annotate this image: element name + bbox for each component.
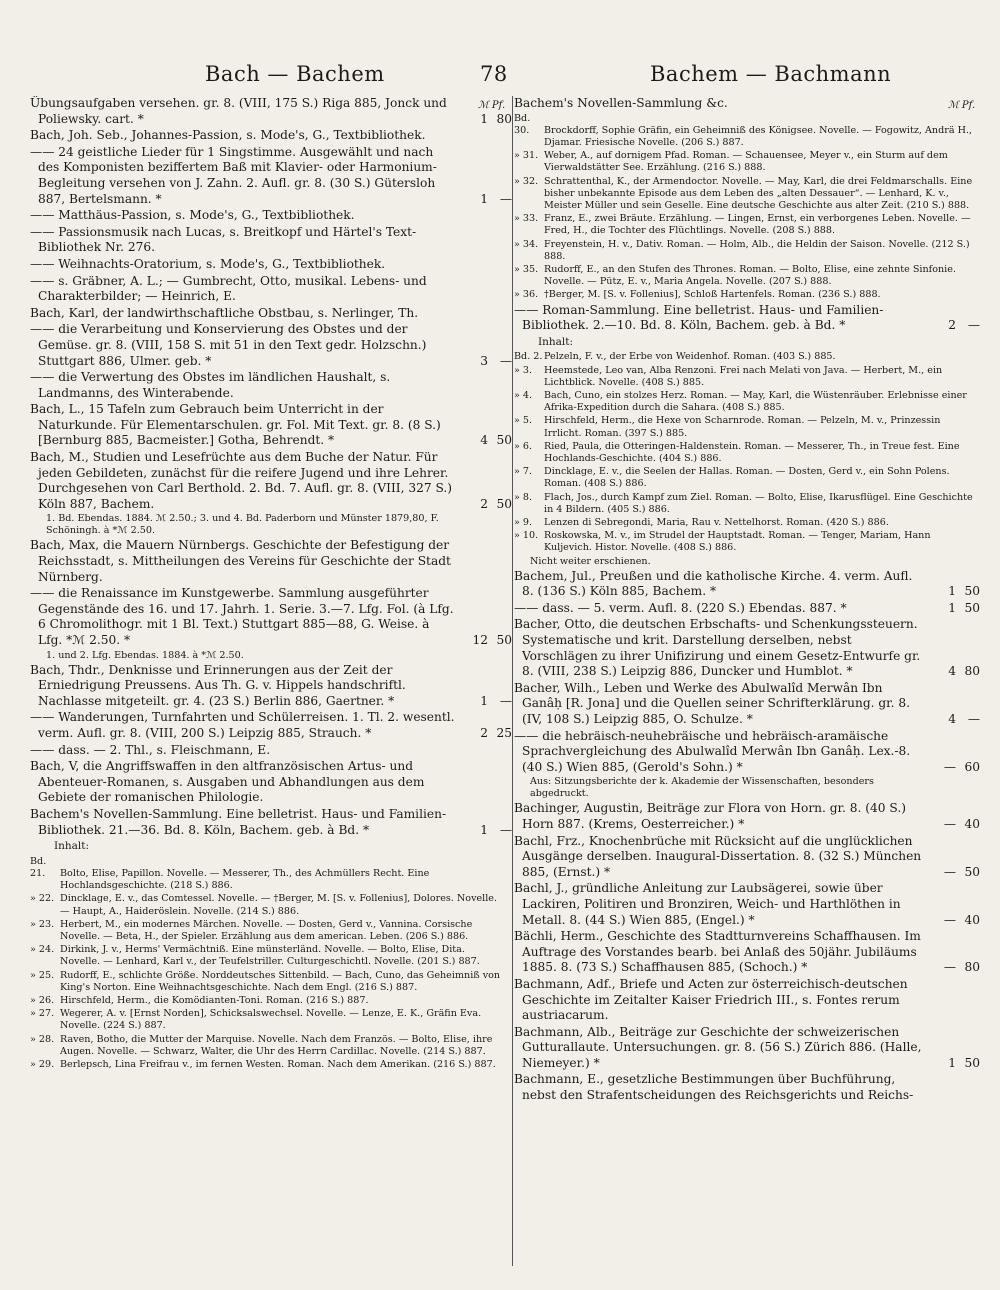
entry-price — [930, 712, 980, 728]
volume-label: Bd. 21. — [30, 855, 47, 879]
entry-text: Herbert, M., ein modernes Märchen. Novelle. — Dosten, Gerd v., Vannina. Corsische Novelle. — Beta, H., der Spieler. Erzählung aus dem american. Leben. (206 S.) 886. — [60, 918, 473, 942]
catalog-entry — [514, 681, 980, 728]
price-mark: 2 — [948, 318, 956, 333]
entry-text: —— dass. — 2. Thl., s. Fleischmann, E. — [30, 742, 271, 757]
sub-entry — [514, 492, 980, 516]
entry-text: Übungsaufgaben versehen. gr. 8. (VIII, 175 S.) Riga 885, Jonck und Poliewsky. cart. * — [30, 96, 447, 126]
catalog-entry — [30, 538, 512, 585]
catalog-entry — [30, 759, 512, 806]
entry-text: Bachem, Jul., Preußen und die katholische Kirche. 4. verm. Aufl. 8. (136 S.) Köln 885, Bachem. * — [514, 568, 913, 599]
catalog-entry — [30, 743, 512, 759]
catalog-entry — [30, 807, 512, 838]
price-pfennig: 50 — [496, 633, 512, 647]
catalog-entry — [30, 306, 512, 322]
catalog-entry — [30, 839, 512, 855]
entry-price — [462, 433, 512, 449]
price-pfennig: — — [499, 353, 512, 368]
entry-text: Inhalt: — [538, 335, 574, 348]
entry-text: Bach, Karl, der landwirthschaftliche Obstbau, s. Nerlinger, Th. — [30, 305, 419, 320]
catalog-entry — [30, 274, 512, 305]
entry-text: Bachem's Novellen-Sammlung. Eine belletrist. Haus- und Familien-Bibliothek. 21.—36. Bd. 8. Köln, Bachem. geb. à Bd. * — [30, 806, 447, 837]
entry-text: Bach, Cuno, ein stolzes Herz. Roman. — May, Karl, die Wüstenräuber. Erlebnisse einer Afrika-Expedition durch die Sahara. (408 S.) 885. — [544, 390, 967, 414]
entry-text: Dincklage, E. v., die Seelen der Hallas. Roman. — Dosten, Gerd v., ein Sohn Polens. Roman. (408 S.) 886. — [544, 466, 950, 490]
price-pfennig: 80 — [964, 960, 980, 975]
price-pfennig: 50 — [496, 433, 512, 448]
entry-text: —— Roman-Sammlung. Eine belletrist. Haus- und Familien-Bibliothek. 2.—10. Bd. 8. Köln, Bachem. geb. à Bd. * — [514, 302, 884, 333]
right-column — [514, 96, 980, 1266]
price-pfennig: 40 — [964, 816, 980, 831]
volume-label: » 26. — [30, 994, 55, 1006]
volume-label: » 33. — [514, 213, 539, 225]
volume-label: » 27. — [30, 1008, 55, 1020]
entry-text: †Berger, M. [S. v. Follenius], Schloß Hartenfels. Roman. (236 S.) 888. — [544, 289, 881, 301]
price-mark: 12 — [472, 633, 488, 647]
entry-price — [930, 960, 980, 976]
entry-price — [930, 664, 980, 680]
catalog-entry — [30, 402, 512, 449]
entry-text: —— die Verwertung des Obstes im ländlichen Haushalt, s. Landmanns, des Winterabende. — [30, 370, 391, 400]
running-head-right: Bachem — Bachmann — [650, 62, 892, 86]
sub-entry — [514, 264, 980, 288]
entry-text: Lenzen di Sebregondi, Maria, Rau v. Nettelhorst. Roman. (420 S.) 886. — [544, 517, 889, 529]
price-pfennig: 25 — [496, 725, 512, 740]
catalog-entry — [30, 128, 512, 144]
entry-text: Pelzeln, F. v., der Erbe von Weidenhof. Roman. (403 S.) 885. — [544, 351, 836, 363]
entry-text: 1. und 2. Lfg. Ebendas. 1884. à *ℳ 2.50. — [46, 649, 244, 661]
sub-entry — [514, 213, 980, 237]
sub-entry — [514, 466, 980, 490]
price-unit-left: ℳ Pf. — [478, 100, 506, 111]
catalog-entry — [30, 663, 512, 710]
volume-label: » 22. — [30, 893, 55, 905]
sub-entry — [514, 150, 980, 174]
entry-text: Bachem's Novellen-Sammlung &c. — [514, 96, 728, 110]
entry-text: Bachmann, Adf., Briefe und Acten zur österreichisch-deutschen Geschichte im Zeitalter Kaiser Friedrich III., s. Fontes rerum austriacarum. — [514, 976, 908, 1023]
entry-text: Weber, A., auf dornigem Pfad. Roman. — Schauensee, Meyer v., ein Sturm auf dem Vierwaldstätter See. Erzählung. (216 S.) 888. — [544, 150, 948, 174]
entry-text: Nicht weiter erschienen. — [530, 555, 651, 567]
entry-note — [30, 513, 512, 537]
entry-price — [462, 354, 512, 370]
price-mark: 1 — [480, 111, 488, 126]
sub-entry — [514, 239, 980, 263]
catalog-entry — [514, 335, 980, 351]
volume-label: » 5. — [514, 415, 533, 427]
entry-price — [930, 1056, 980, 1072]
sub-entry — [30, 995, 512, 1007]
catalog-entry — [514, 729, 980, 776]
running-head-left: Bach — Bachem — [205, 62, 385, 86]
volume-label: Bd. 2. — [514, 351, 543, 363]
catalog-entry — [514, 929, 980, 976]
entry-text: Hirschfeld, Herm., die Komödianten-Toni. Roman. (216 S.) 887. — [60, 994, 369, 1006]
entry-text: Bachinger, Augustin, Beiträge zur Flora von Horn. gr. 8. (40 S.) Horn 887. (Krems, Oesterreicher.) * — [514, 801, 906, 831]
volume-label: » 28. — [30, 1033, 55, 1045]
price-pfennig: 40 — [964, 912, 980, 927]
catalog-entry — [30, 225, 512, 256]
sub-entry — [30, 1059, 512, 1071]
catalog-entry — [514, 1072, 980, 1103]
catalog-entry — [30, 710, 512, 741]
entry-text: Franz, E., zwei Bräute. Erzählung. — Lingen, Ernst, ein verborgenes Leben. Novelle. — Fred, H., die Tochter des Flüchtlings. Novelle. (208 S.) 888. — [544, 213, 971, 237]
entry-price — [462, 823, 512, 839]
volume-label: » 8. — [514, 491, 533, 503]
price-pfennig: — — [499, 693, 512, 708]
entry-text: —— Weihnachts-Oratorium, s. Mode's, G., Textbibliothek. — [30, 256, 386, 271]
catalog-entry — [514, 834, 980, 881]
entry-text: —— 24 geistliche Lieder für 1 Singstimme. Ausgewählt und nach des Komponisten beziffertem Baß mit Klavier- oder Harmonium-Begleitung versehen von J. Zahn. 2. Aufl. gr. 8. (30 S.) Gütersloh 887, Bertelsmann. * — [30, 144, 437, 206]
entry-text: Berlepsch, Lina Freifrau v., im fernen Westen. Roman. Nach dem Amerikan. (216 S.) 887. — [60, 1058, 496, 1070]
entry-text: —— s. Gräbner, A. L.; — Gumbrecht, Otto, musikal. Lebens- und Charakterbilder; — Heinrich, E. — [30, 273, 427, 304]
catalog-entry — [514, 303, 980, 334]
volume-label: » 36. — [514, 289, 539, 301]
entry-text: Bachl, J., gründliche Anleitung zur Laubsägerei, sowie über Lackiren, Politiren und Bronziren, Weich- und Harthlöthen in Metall. 8. (44 S.) Wien 885, (Engel.) * — [514, 881, 901, 927]
price-pfennig: — — [967, 318, 980, 333]
entry-price — [462, 726, 512, 742]
catalog-entry — [30, 257, 512, 273]
price-mark: 1 — [948, 600, 956, 615]
entry-price — [930, 913, 980, 929]
price-pfennig: 50 — [964, 600, 980, 615]
catalog-entry — [30, 145, 512, 207]
price-mark: 4 — [948, 712, 956, 727]
entry-text: Bachmann, Alb., Beiträge zur Geschichte der schweizerischen Gutturallaute. Untersuchungen. gr. 8. (56 S.) Zürich 886. (Halle, Niemeyer.) * — [514, 1024, 922, 1070]
catalog-entry — [514, 801, 980, 832]
entry-text: Aus: Sitzungsberichte der k. Akademie der Wissenschaften, besonders abgedruckt. — [530, 776, 874, 800]
volume-label: » 4. — [514, 390, 533, 402]
entry-text: —— die Renaissance im Kunstgewerbe. Sammlung ausgeführter Gegenstände des 16. und 17. Jahrh. 1. Serie. 3.—7. Lfg. Fol. (à Lfg. 6 Chromolithogr. mit 1 Bl. Text.) Stuttgart 885—88, G. Weise. à Lfg. *ℳ 2.50. * — [30, 586, 454, 647]
volume-label: » 24. — [30, 944, 55, 956]
price-pfennig: 50 — [496, 496, 512, 511]
volume-label: » 10. — [514, 530, 539, 542]
entry-text: Bach, Max, die Mauern Nürnbergs. Geschichte der Befestigung der Reichsstadt, s. Mittheilungen des Vereins für Geschichte der Stadt Nürnberg. — [30, 538, 451, 584]
volume-label: » 9. — [514, 517, 533, 529]
entry-text: Heemstede, Leo van, Alba Renzoni. Frei nach Melati von Java. — Herbert, M., ein Lichtblick. Novelle. (408 S.) 885. — [544, 364, 943, 388]
sub-entry — [514, 289, 980, 301]
price-pfennig: — — [967, 712, 980, 727]
volume-label: » 35. — [514, 264, 539, 276]
entry-text: Rudorff, E., an den Stufen des Thrones. Roman. — Bolto, Elise, eine zehnte Sinfonie. Novelle. — Pütz, E. v., Maria Angela. Novelle. (207 S.) 888. — [544, 264, 956, 288]
entry-text: Freyenstein, H. v., Dativ. Roman. — Holm, Alb., die Heldin der Saison. Novelle. (212 S.) 888. — [544, 238, 970, 262]
volume-label: » 3. — [514, 364, 533, 376]
entry-text: —— die Verarbeitung und Konservierung des Obstes und der Gemüse. gr. 8. (VIII, 158 S. mit 51 in den Text gedr. Holzschn.) Stuttgart 886, Ulmer. geb. * — [30, 322, 427, 368]
entry-text: Bächli, Herm., Geschichte des Stadtturnvereins Schaffhausen. Im Auftrage des Vorstandes bearb. bei Anlaß des 50jähr. Jubiläums 1885. 8. (73 S.) Schaffhausen 885, (Schoch.) * — [514, 929, 921, 975]
price-pfennig: 50 — [964, 584, 980, 599]
sub-entry — [514, 517, 980, 529]
entry-text: Bach, L., 15 Tafeln zum Gebrauch beim Unterricht in der Naturkunde. Für Elementarschulen. gr. Fol. Mit Text. gr. 8. (8 S.) [Bernburg 885, Bacmeister.] Gotha, Behrendt. * — [30, 402, 441, 448]
volume-label: » 23. — [30, 918, 55, 930]
catalog-entry — [30, 322, 512, 369]
sub-entry — [514, 441, 980, 465]
catalog-entry — [514, 881, 980, 928]
entry-price — [930, 817, 980, 833]
entry-text: —— die hebräisch-neuhebräische und hebräisch-aramäische Sprachvergleichung des Abulwalîd Merwân Ibn Ganâḥ. Lex.-8. (40 S.) Wien 885, (Gerold's Sohn.) * — [514, 728, 911, 774]
volume-label: » 34. — [514, 238, 539, 250]
sub-entry — [30, 919, 512, 943]
sub-entry — [30, 856, 512, 893]
price-pfennig: — — [499, 191, 512, 206]
catalog-entry — [514, 569, 980, 600]
entry-text: Bachmann, E., gesetzliche Bestimmungen über Buchführung, nebst den Strafentscheidungen des Reichsgerichts und Reichs- — [514, 1072, 914, 1103]
catalog-entry — [514, 96, 980, 112]
entry-text: Bach, V, die Angriffswaffen in den altfranzösischen Artus- und Abenteuer-Romanen, s. Ausgaben und Abhandlungen aus dem Gebiete der romanischen Philologie. — [30, 759, 425, 805]
entry-text: Bach, Joh. Seb., Johannes-Passion, s. Mode's, G., Textbibliothek. — [30, 128, 426, 143]
volume-label: » 31. — [514, 150, 539, 162]
price-mark: 2 — [480, 496, 488, 511]
entry-price — [930, 318, 980, 334]
sub-entry — [514, 351, 980, 363]
entry-price — [462, 633, 512, 649]
sub-entry — [514, 365, 980, 389]
entry-text: —— dass. — 5. verm. Aufl. 8. (220 S.) Ebendas. 887. * — [514, 600, 847, 615]
entry-price — [462, 497, 512, 513]
price-mark: 1 — [480, 693, 488, 708]
entry-text: Bachl, Frz., Knochenbrüche mit Rücksicht auf die unglücklichen Ausgänge derselben. Inaugural-Dissertation. 8. (32 S.) München 885, (Ernst.) * — [514, 833, 922, 879]
price-mark: — — [943, 759, 956, 774]
price-pfennig: 80 — [964, 664, 980, 679]
entry-note — [514, 776, 980, 800]
entry-text: Hirschfeld, Herm., die Hexe von Scharnrode. Roman. — Pelzeln, M. v., Prinzessin Irrlicht. Roman. (397 S.) 885. — [544, 415, 941, 439]
column-divider — [512, 96, 513, 1266]
catalog-entry — [30, 450, 512, 512]
entry-price — [462, 112, 512, 128]
price-pfennig: 60 — [964, 759, 980, 774]
entry-note — [514, 556, 980, 568]
price-mark: 3 — [480, 353, 488, 368]
entry-price — [930, 760, 980, 776]
entry-text: Bolto, Elise, Papillon. Novelle. — Messerer, Th., des Achmüllers Recht. Eine Hochlandsgeschichte. (218 S.) 886. — [60, 867, 430, 892]
sub-entry — [30, 1034, 512, 1058]
price-unit-right: ℳ Pf. — [948, 100, 976, 111]
price-mark: 1 — [480, 191, 488, 206]
left-column — [30, 96, 512, 1266]
entry-text: Bacher, Otto, die deutschen Erbschafts- und Schenkungssteuern. Systematische und krit. Darstellung derselben, nebst Vorschlägen zu ihrer Unifizirung und einem Gesetz-Entwurfe gr. 8. (VIII, 238 S.) Leipzig 886, Duncker und Humblot. * — [514, 617, 921, 679]
price-pfennig: 50 — [964, 1055, 980, 1070]
price-mark: 1 — [480, 822, 488, 837]
catalog-entry — [514, 1025, 980, 1072]
volume-label: » 29. — [30, 1058, 55, 1070]
price-mark: — — [943, 960, 956, 975]
entry-text: Schrattenthal, K., der Armendoctor. Novelle. — May, Karl, die drei Feldmarschalls. Eine bisher unbekannte Episode aus dem Leben des „alten Dessauer“. — Lenhard, K. v., Meister Müller und sein Geselle. Eine deutsche Geschichte aus alter Zeit. (210 S.) 888. — [544, 175, 973, 212]
price-mark: 1 — [948, 584, 956, 599]
sub-entry — [514, 390, 980, 414]
entry-price — [930, 865, 980, 881]
sub-entry — [514, 113, 980, 150]
volume-label: » 6. — [514, 440, 533, 452]
price-pfennig: 80 — [496, 111, 512, 126]
entry-text: Inhalt: — [54, 840, 90, 853]
entry-price — [462, 694, 512, 710]
sub-entry — [514, 415, 980, 439]
entry-text: Bach, M., Studien und Lesefrüchte aus dem Buche der Natur. Für jeden Gebildeten, zunächst für die reifere Jugend und ihre Lehrer. Durchgesehen von Carl Berthold. 2. Bd. 7. Aufl. gr. 8. (VIII, 327 S.) Köln 887, Bachem. — [30, 450, 453, 511]
catalog-entry — [514, 601, 980, 617]
catalog-entry — [30, 586, 512, 648]
catalog-entry — [30, 370, 512, 401]
price-mark: — — [943, 864, 956, 879]
price-mark: 4 — [480, 433, 488, 448]
sub-entry — [30, 944, 512, 968]
price-pfennig: 50 — [964, 864, 980, 879]
entry-text: Roskowska, M. v., im Strudel der Hauptstadt. Roman. — Tenger, Mariam, Hann Kuljevich. Histor. Novelle. (408 S.) 886. — [544, 530, 931, 554]
catalog-entry — [514, 977, 980, 1024]
entry-text: —— Passionsmusik nach Lucas, s. Breitkopf und Härtel's Text-Bibliothek Nr. 276. — [30, 224, 417, 255]
catalog-entry — [514, 617, 980, 679]
catalog-entry — [30, 96, 512, 127]
price-mark: — — [943, 912, 956, 927]
entry-text: Ried, Paula, die Otteringen-Haldenstein. Roman. — Messerer, Th., in Treue fest. Eine Hochlands-Geschichte. (404 S.) 886. — [544, 440, 960, 465]
sub-entry — [30, 1008, 512, 1032]
entry-price — [462, 192, 512, 208]
sub-entry — [514, 530, 980, 554]
entry-text: Dincklage, E. v., das Comtessel. Novelle. — †Berger, M. [S. v. Follenius], Dolores. Novelle. — Haupt, A., Haideröslein. Novelle. (214 S.) 886. — [60, 893, 498, 917]
entry-price — [930, 601, 980, 617]
entry-text: Bacher, Wilh., Leben und Werke des Abulwalîd Merwân Ibn Ganâḥ [R. Jona] und die Quellen seiner Schrifterklärung. gr. 8. (IV, 108 S.) Leipzig 885, O. Schulze. * — [514, 680, 911, 727]
sub-entry — [514, 176, 980, 213]
entry-text: Bach, Thdr., Denknisse und Erinnerungen aus der Zeit der Erniedrigung Preussens. Aus Th. G. v. Hippels handschriftl. Nachlasse mitgeteilt. gr. 4. (23 S.) Berlin 886, Gaertner. * — [30, 662, 406, 708]
entry-note — [30, 650, 512, 662]
entry-text: Wegerer, A. v. [Ernst Norden], Schicksalswechsel. Novelle. — Lenze, E. K., Gräfin Eva. Novelle. (224 S.) 887. — [60, 1008, 482, 1032]
entry-text: —— Wanderungen, Turnfahrten und Schülerreisen. 1. Tl. 2. wesentl. verm. Aufl. gr. 8. (VIII, 200 S.) Leipzig 885, Strauch. * — [30, 710, 455, 740]
entry-text: Flach, Jos., durch Kampf zum Ziel. Roman. — Bolto, Elise, Ikarusflügel. Eine Geschichte in 4 Bildern. (405 S.) 886. — [544, 491, 973, 515]
entry-text: —— Matthäus-Passion, s. Mode's, G., Textbibliothek. — [30, 208, 355, 223]
page-number: 78 — [480, 62, 508, 86]
price-mark: — — [943, 816, 956, 831]
price-mark: 2 — [480, 725, 488, 740]
entry-text: 1. Bd. Ebendas. 1884. ℳ 2.50.; 3. und 4. Bd. Paderborn und Münster 1879,80, F. Schöningh. à *ℳ 2.50. — [46, 513, 439, 537]
volume-label: » 32. — [514, 175, 539, 187]
price-mark: 4 — [948, 664, 956, 679]
price-pfennig: — — [499, 822, 512, 837]
sub-entry — [30, 893, 512, 917]
entry-text: Rudorff, E., schlichte Größe. Norddeutsches Sittenbild. — Bach, Cuno, das Geheimniß von King's Norton. Eine Weihnachtsgeschichte. Nach dem Engl. (216 S.) 887. — [60, 969, 501, 993]
sub-entry — [30, 970, 512, 994]
catalog-entry — [30, 208, 512, 224]
volume-label: Bd. 30. — [514, 112, 531, 136]
volume-label: » 25. — [30, 969, 55, 981]
price-mark: 1 — [948, 1055, 956, 1070]
entry-text: Brockdorff, Sophie Gräfin, ein Geheimniß des Königsee. Novelle. — Fogowitz, Andrä H., Djamar. Friesische Novelle. (206 S.) 887. — [544, 124, 973, 148]
entry-price — [930, 584, 980, 600]
entry-text: Dirkink, J. v., Herms' Vermächtniß. Eine münsterländ. Novelle. — Bolto, Elise, Dita. Novelle. — Lenhard, Karl v., der Teufelstriller. Culturgeschichtl. Novelle. (201 S.) 887. — [60, 944, 480, 968]
volume-label: » 7. — [514, 466, 533, 478]
entry-text: Raven, Botho, die Mutter der Marquise. Novelle. Nach dem Französ. — Bolto, Elise, ihre Augen. Novelle. — Schwarz, Walter, die Uhr des Herrn Cardillac. Novelle. (214 S.) 887. — [60, 1033, 493, 1057]
